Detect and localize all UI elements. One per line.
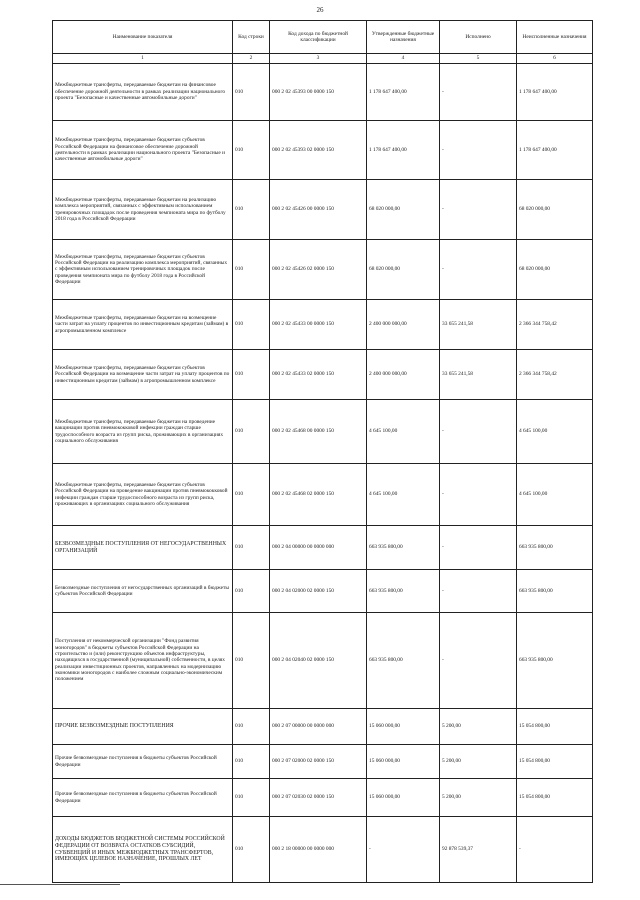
row-executed: - xyxy=(440,64,517,121)
table-row xyxy=(53,526,593,570)
header-line-code: Код строки xyxy=(233,21,270,54)
header-revenue-code: Код дохода по бюджетной классификации xyxy=(270,21,367,54)
row-unexecuted: 1 178 647 400,00 xyxy=(517,64,593,121)
footer-divider xyxy=(0,884,120,885)
row-name: ПРОЧИЕ БЕЗВОЗМЕЗДНЫЕ ПОСТУПЛЕНИЯ xyxy=(53,709,233,745)
row-name: Межбюджетные трансферты, передаваемые бюджетам на проведение вакцинации против пневмококковой инфекции граждан старше трудоспособного возраста из групп риска, проживающих в организациях социального обслуживания xyxy=(53,400,233,464)
row-name: Безвозмездные поступления от негосударственных организаций в бюджеты субъектов Российской Федерации xyxy=(53,570,233,613)
row-approved: 68 020 000,00 xyxy=(367,180,440,240)
row-executed: - xyxy=(440,240,517,300)
table-row xyxy=(53,779,593,817)
row-line-code: 010 xyxy=(233,779,270,817)
row-name: Межбюджетные трансферты, передаваемые бюджетам субъектов Российской Федерации на проведение вакцинации против пневмококковой инфекции граждан старше трудоспособного возраста из групп риска, проживающих в организациях социального обслуживания xyxy=(53,464,233,526)
row-approved: 1 178 647 400,00 xyxy=(367,121,440,180)
row-executed: 92 878 539,37 xyxy=(440,817,517,883)
row-revenue-code: 000 2 02 45468 00 0000 150 xyxy=(270,400,367,464)
row-line-code: 010 xyxy=(233,526,270,570)
row-line-code: 010 xyxy=(233,464,270,526)
row-revenue-code: 000 2 02 45433 02 0000 150 xyxy=(270,350,367,400)
header-unexecuted: Неисполненные назначения xyxy=(517,21,593,54)
row-unexecuted: 68 020 000,00 xyxy=(517,240,593,300)
row-executed: 5 200,00 xyxy=(440,779,517,817)
column-number: 5 xyxy=(440,54,517,64)
table-row xyxy=(53,300,593,350)
column-number: 2 xyxy=(233,54,270,64)
row-approved: 15 060 000,00 xyxy=(367,709,440,745)
row-revenue-code: 000 2 07 02000 02 0000 150 xyxy=(270,745,367,779)
row-executed: 33 655 241,58 xyxy=(440,350,517,400)
row-line-code: 010 xyxy=(233,570,270,613)
row-unexecuted: 663 935 800,00 xyxy=(517,570,593,613)
table-row xyxy=(53,64,593,121)
row-unexecuted: 1 178 647 400,00 xyxy=(517,121,593,180)
row-unexecuted: 15 054 800,00 xyxy=(517,779,593,817)
row-executed: - xyxy=(440,180,517,240)
table-row xyxy=(53,240,593,300)
row-revenue-code: 000 2 02 45426 02 0000 150 xyxy=(270,240,367,300)
row-name: Межбюджетные трансферты, передаваемые бюджетам субъектов Российской Федерации на реализацию комплекса мероприятий, связанных с эффективным использованием тренировочных площадок после проведения чемпионата мира по футболу 2018 года в Российской Федерации xyxy=(53,240,233,300)
row-executed: 33 655 241,58 xyxy=(440,300,517,350)
row-revenue-code: 000 2 18 00000 00 0000 000 xyxy=(270,817,367,883)
table-row xyxy=(53,745,593,779)
row-line-code: 010 xyxy=(233,64,270,121)
row-line-code: 010 xyxy=(233,709,270,745)
row-revenue-code: 000 2 07 00000 00 0000 000 xyxy=(270,709,367,745)
row-unexecuted: 2 366 344 758,42 xyxy=(517,350,593,400)
row-revenue-code: 000 2 04 02000 02 0000 150 xyxy=(270,570,367,613)
row-line-code: 010 xyxy=(233,817,270,883)
row-line-code: 010 xyxy=(233,180,270,240)
table-row xyxy=(53,464,593,526)
row-line-code: 010 xyxy=(233,613,270,709)
row-name: БЕЗВОЗМЕЗДНЫЕ ПОСТУПЛЕНИЯ ОТ НЕГОСУДАРСТВЕННЫХ ОРГАНИЗАЦИЙ xyxy=(53,526,233,570)
row-line-code: 010 xyxy=(233,745,270,779)
row-name: Межбюджетные трансферты, передаваемые бюджетам субъектов Российской Федерации на возмещение части затрат на уплату процентов по инвестиционным кредитам (займам) в агропромышленном комплексе xyxy=(53,350,233,400)
table-row xyxy=(53,709,593,745)
page-number: 26 xyxy=(316,6,324,14)
column-number: 4 xyxy=(367,54,440,64)
row-revenue-code: 000 2 02 45393 02 0000 150 xyxy=(270,121,367,180)
table-row xyxy=(53,570,593,613)
row-name: Межбюджетные трансферты, передаваемые бюджетам субъектов Российской Федерации на финансовое обеспечение дорожной деятельности в рамках реализации национального проекта "Безопасные и качественные автомобильные дороги" xyxy=(53,121,233,180)
table-row xyxy=(53,817,593,883)
row-approved: 2 400 000 000,00 xyxy=(367,350,440,400)
row-name: Межбюджетные трансферты, передаваемые бюджетам на реализацию комплекса мероприятий, связанных с эффективным использованием тренировочных площадок после проведения чемпионата мира по футболу 2018 года в Российской Федерации xyxy=(53,180,233,240)
row-approved: - xyxy=(367,817,440,883)
row-revenue-code: 000 2 02 45426 00 0000 150 xyxy=(270,180,367,240)
row-executed: - xyxy=(440,464,517,526)
row-unexecuted: 4 645 100,00 xyxy=(517,400,593,464)
row-name: Межбюджетные трансферты, передаваемые бюджетам на финансовое обеспечение дорожной деятельности в рамках реализации национального проекта "Безопасные и качественные автомобильные дороги" xyxy=(53,64,233,121)
row-executed: - xyxy=(440,121,517,180)
table-row xyxy=(53,350,593,400)
row-approved: 663 935 800,00 xyxy=(367,526,440,570)
row-executed: 5 200,00 xyxy=(440,745,517,779)
column-number: 1 xyxy=(53,54,233,64)
row-executed: - xyxy=(440,570,517,613)
row-line-code: 010 xyxy=(233,400,270,464)
row-name: Межбюджетные трансферты, передаваемые бюджетам на возмещение части затрат на уплату процентов по инвестиционным кредитам (займам) в агропромышленном комплексе xyxy=(53,300,233,350)
column-number-row xyxy=(53,54,593,64)
row-approved: 68 020 000,00 xyxy=(367,240,440,300)
row-name: ДОХОДЫ БЮДЖЕТОВ БЮДЖЕТНОЙ СИСТЕМЫ РОССИЙСКОЙ ФЕДЕРАЦИИ ОТ ВОЗВРАТА ОСТАТКОВ СУБСИДИЙ, СУБВЕНЦИЙ И ИНЫХ МЕЖБЮДЖЕТНЫХ ТРАНСФЕРТОВ, ИМЕЮЩИХ ЦЕЛЕВОЕ НАЗНАЧЕНИЕ, ПРОШЛЫХ ЛЕТ xyxy=(53,817,233,883)
row-approved: 2 400 000 000,00 xyxy=(367,300,440,350)
row-name: Поступления от некоммерческой организации "Фонд развития моногородов" в бюджеты субъектов Российской Федерации на строительство и (или) реконструкцию объектов инфраструктуры, находящихся в государственной (муниципальной) собственности, в целях реализации инвестиционных проектов, направленных на модернизацию экономики моногородов с наиболее сложным социально-экономическим положением xyxy=(53,613,233,709)
header-approved: Утвержденные бюджетные назначения xyxy=(367,21,440,54)
row-approved: 663 935 800,00 xyxy=(367,613,440,709)
row-unexecuted: 15 054 800,00 xyxy=(517,745,593,779)
table-row xyxy=(53,613,593,709)
row-unexecuted: 663 935 800,00 xyxy=(517,613,593,709)
row-unexecuted: - xyxy=(517,817,593,883)
row-revenue-code: 000 2 02 45468 02 0000 150 xyxy=(270,464,367,526)
row-line-code: 010 xyxy=(233,300,270,350)
header-name: Наименование показателя xyxy=(53,21,233,54)
row-line-code: 010 xyxy=(233,121,270,180)
row-approved: 4 645 100,00 xyxy=(367,464,440,526)
row-unexecuted: 4 645 100,00 xyxy=(517,464,593,526)
header-row xyxy=(53,21,593,54)
table-row xyxy=(53,121,593,180)
column-number: 3 xyxy=(270,54,367,64)
table-row xyxy=(53,180,593,240)
row-revenue-code: 000 2 02 45433 00 0000 150 xyxy=(270,300,367,350)
header-executed: Исполнено xyxy=(440,21,517,54)
table-row xyxy=(53,400,593,464)
row-line-code: 010 xyxy=(233,350,270,400)
row-unexecuted: 68 020 000,00 xyxy=(517,180,593,240)
column-number: 6 xyxy=(517,54,593,64)
row-unexecuted: 15 054 800,00 xyxy=(517,709,593,745)
row-approved: 663 935 800,00 xyxy=(367,570,440,613)
row-name: Прочие безвозмездные поступления в бюджеты субъектов Российской Федерации xyxy=(53,779,233,817)
revenue-report-table xyxy=(52,20,593,883)
row-name: Прочие безвозмездные поступления в бюджеты субъектов Российской Федерации xyxy=(53,745,233,779)
row-unexecuted: 2 366 344 758,42 xyxy=(517,300,593,350)
row-line-code: 010 xyxy=(233,240,270,300)
row-approved: 1 178 647 400,00 xyxy=(367,64,440,121)
row-approved: 15 060 000,00 xyxy=(367,745,440,779)
row-executed: - xyxy=(440,400,517,464)
row-revenue-code: 000 2 04 00000 00 0000 000 xyxy=(270,526,367,570)
row-revenue-code: 000 2 04 02040 02 0000 150 xyxy=(270,613,367,709)
row-approved: 4 645 100,00 xyxy=(367,400,440,464)
row-executed: 5 200,00 xyxy=(440,709,517,745)
row-executed: - xyxy=(440,526,517,570)
row-approved: 15 060 000,00 xyxy=(367,779,440,817)
row-executed: - xyxy=(440,613,517,709)
row-revenue-code: 000 2 02 45393 00 0000 150 xyxy=(270,64,367,121)
row-revenue-code: 000 2 07 02030 02 0000 150 xyxy=(270,779,367,817)
row-unexecuted: 663 935 800,00 xyxy=(517,526,593,570)
